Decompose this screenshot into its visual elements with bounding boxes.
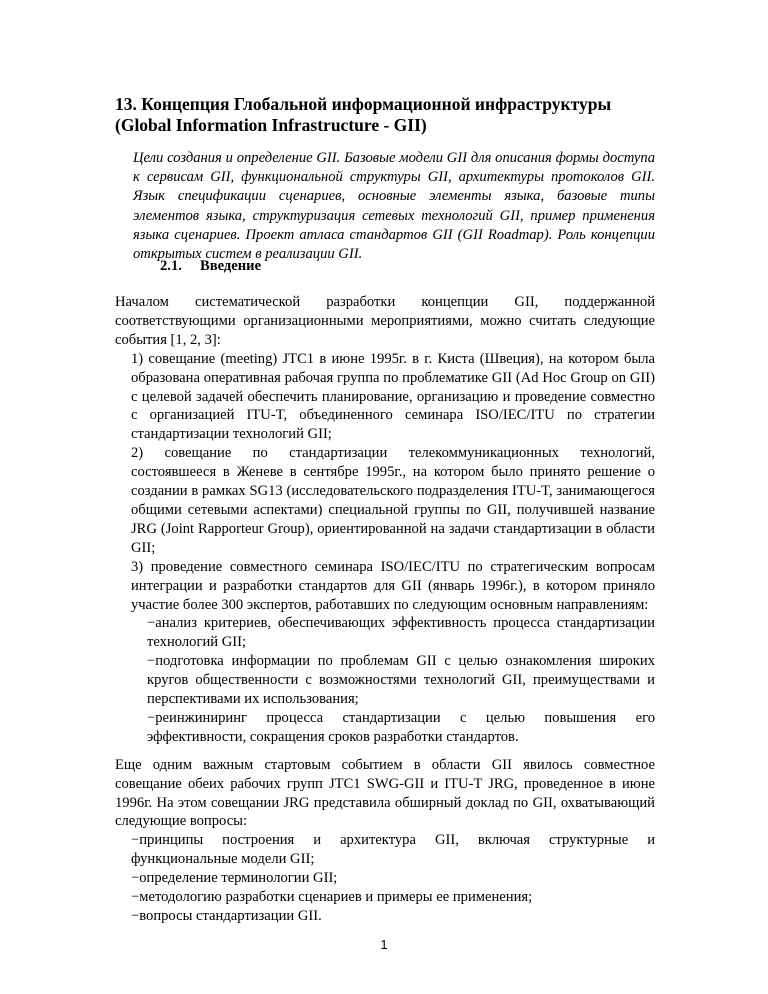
chapter-abstract: Цели создания и определение GII. Базовые модели GII для описания формы доступа к сервисам GII, функциональной структуры GII, архитектуры протоколов GII. Язык спецификации сценариев, основные элементы языка, базовые типы элементов языка, структуризация сетевых технологий GII, пример применения языка сценариев. Проект атласа стандартов GII (GII Roadmap). Роль концепции открытых систем в реализации GII. <box>133 150 655 263</box>
second-paragraph: Еще одним важным стартовым событием в области GII явилось совместное совещание обеих рабочих групп JTC1 SWG-GII и ITU-T JRG, проведенное в июне 1996г. На этом совещании JRG представила обширный доклад по GII, охватывающий следующие вопросы: <box>115 756 655 830</box>
section-title: Введение <box>200 258 262 274</box>
topic-item: −методологию разработки сценариев и примеры ее применения; <box>131 889 533 906</box>
direction-item: −подготовка информации по проблемам GII с целью ознакомления широких кругов общественности с возможностями технологий GII, преимуществами и перспективами их использования; <box>147 653 655 708</box>
intro-paragraph: Началом систематической разработки концепции GII, поддержанной соответствующими организационными мероприятиями, можно считать следующие события [1, 2, 3]: <box>115 294 655 348</box>
topic-item: −принципы построения и архитектура GII, включая структурные и функциональные модели GII; <box>131 832 655 868</box>
direction-item: −реинжиниринг процесса стандартизации с целью повышения его эффективности, сокращения сроков разработки стандартов. <box>147 709 655 745</box>
section-number: 2.1. <box>160 258 182 274</box>
section-heading <box>160 258 261 275</box>
topic-item: −вопросы стандартизации GII. <box>131 908 322 924</box>
section-body <box>115 293 655 926</box>
topic-item: −определение терминологии GII; <box>131 870 338 887</box>
event-item: 3) проведение совместного семинара ISO/IEC/ITU по стратегическим вопросам интеграции и разработки стандартов для GII (январь 1996г.), в котором приняло участие более 300 экспертов, работавших по следующим основным направлениям: <box>131 558 655 613</box>
event-item: 1) совещание (meeting) JTC1 в июне 1995г. в г. Киста (Швеция), на котором была образована оперативная рабочая группа по проблематике GII (Ad Hoc Group on GII) с целевой задачей обеспечить планирование, организацию и проведение совместно с организацией ITU-T, объединенного семинара ISO/IEC/ITU по стратегии стандартизации технологий GII; <box>131 350 655 443</box>
chapter-title: 13. Концепция Глобальной информационной инфраструктуры (Global Information Infrastructure - GII) <box>115 94 612 135</box>
page-number: 1 <box>380 937 388 952</box>
event-item: 2) совещание по стандартизации телекоммуникационных технологий, состоявшееся в Женеве в сентябре 1995г., на котором было принято решение о создании в рамках SG13 (исследовательского подразделения ITU-T, занимающегося общими сетевыми аспектами) специальной группы по GII, получившей название JRG (Joint Rapporteur Group), ориентированной на задачи стандартизации в области GII; <box>131 445 655 556</box>
direction-item: −анализ критериев, обеспечивающих эффективность процесса стандартизации технологий GII; <box>147 615 655 651</box>
